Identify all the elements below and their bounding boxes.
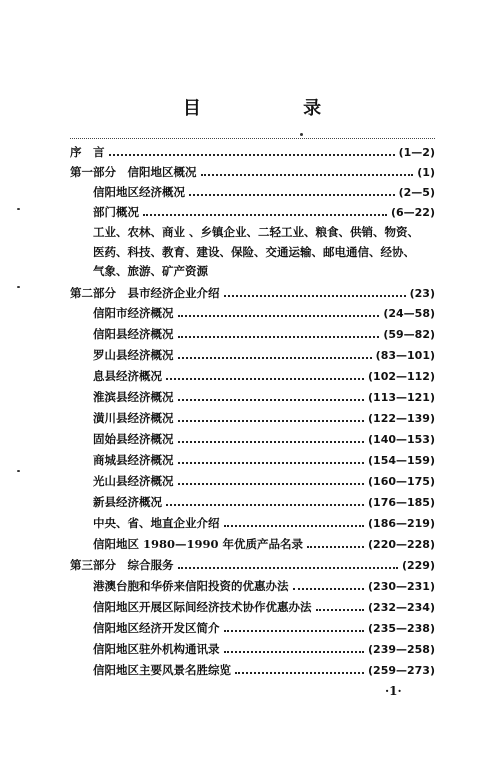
toc-entry-label: 信阳地区经济概况 <box>93 185 185 199</box>
toc-entry-label: 第二部分 县市经济企业介绍 <box>70 286 220 300</box>
dot-leader <box>316 609 365 611</box>
toc-entry-pages: (229) <box>401 558 435 572</box>
toc-entry-label: 息县经济概况 <box>93 369 162 383</box>
toc-entry-label: 固始县经济概况 <box>93 432 174 446</box>
dot-leader <box>178 420 365 422</box>
toc-entry-label: 商城县经济概况 <box>93 453 174 467</box>
toc-entry-pages: (160—175) <box>368 474 435 488</box>
dot-leader <box>178 399 365 401</box>
toc-entry-pages: (259—273) <box>368 663 435 677</box>
toc-entry-pages: (230—231) <box>368 579 435 593</box>
dot-leader <box>189 194 395 196</box>
toc-entry-label: 部门概况 <box>93 205 139 219</box>
toc-entry-preface <box>70 143 435 161</box>
toc-entry <box>93 451 435 469</box>
toc-entry <box>93 325 435 343</box>
toc-entry-pages: (239—258) <box>368 642 435 656</box>
toc-entry-pages: (122—139) <box>368 411 435 425</box>
toc-section-2 <box>70 284 435 302</box>
toc-entry <box>93 183 435 201</box>
dot-leader <box>109 154 395 156</box>
dot-leader <box>224 525 365 527</box>
scan-speck <box>17 208 20 210</box>
dot-leader <box>224 651 365 653</box>
toc-entry-label: 潢川县经济概况 <box>93 411 174 425</box>
dot-leader <box>143 214 387 216</box>
toc-entry-pages: (24—58) <box>383 306 435 320</box>
toc-entry-pages: (176—185) <box>368 495 435 509</box>
toc-entry-pages: (113—121) <box>368 390 435 404</box>
toc-entry-label: 信阳地区 1980—1990 年优质产品名录 <box>93 537 304 551</box>
toc-entry-label: 序 言 <box>70 145 105 159</box>
toc-entry-pages: (102—112) <box>368 369 435 383</box>
scan-speck <box>300 133 303 136</box>
dot-leader <box>178 462 365 464</box>
toc-entry-pages: (232—234) <box>368 600 435 614</box>
toc-entry-label: 信阳地区驻外机构通讯录 <box>93 642 220 656</box>
toc-entry-pages: (23) <box>409 286 435 300</box>
toc-entry <box>93 367 435 385</box>
dot-leader <box>178 441 365 443</box>
toc-entry-label: 信阳市经济概况 <box>93 306 174 320</box>
toc-entry <box>93 619 435 637</box>
toc-entry-label: 港澳台胞和华侨来信阳投资的优惠办法 <box>93 579 289 593</box>
toc-entry-label: 信阳地区主要风景名胜综览 <box>93 663 231 677</box>
dot-leader <box>178 567 398 569</box>
toc-entry-label: 罗山县经济概况 <box>93 348 174 362</box>
toc-entry <box>93 661 435 679</box>
toc-section-3 <box>70 556 435 574</box>
toc-entry <box>93 409 435 427</box>
toc-entry <box>93 640 435 658</box>
toc-entry-label: 新县经济概况 <box>93 495 162 509</box>
page-number: ·1· <box>385 684 402 698</box>
toc-entry-pages: (154—159) <box>368 453 435 467</box>
toc-entry <box>93 577 435 595</box>
page-title: 目 录 <box>182 98 370 119</box>
toc-entry-label: 信阳地区经济开发区简介 <box>93 621 220 635</box>
toc-entry-pages: (140—153) <box>368 432 435 446</box>
toc-entry <box>93 514 435 532</box>
departments-list: 工业、农林、商业 、乡镇企业、二轻工业、粮食、供销、物资、医药、科技、教育、建设、保险、交通运输、邮电通信、经协、气象、旅游、矿产资源 <box>93 225 420 278</box>
toc-section-1 <box>70 163 435 181</box>
toc-entry-pages: (220—228) <box>368 537 435 551</box>
dot-leader <box>178 315 380 317</box>
dot-leader <box>235 672 364 674</box>
toc-entry-label: 淮滨县经济概况 <box>93 390 174 404</box>
dot-leader <box>178 357 372 359</box>
dot-leader <box>178 483 365 485</box>
toc-entry <box>93 598 435 616</box>
toc-entry-pages: (6—22) <box>390 205 435 219</box>
dot-leader <box>307 546 364 548</box>
dot-leader <box>166 378 364 380</box>
toc-entry <box>93 203 435 221</box>
dot-leader <box>224 295 406 297</box>
toc-entry <box>93 304 435 322</box>
toc-entry <box>93 535 435 553</box>
dot-leader <box>224 630 365 632</box>
toc-entry-pages: (186—219) <box>368 516 435 530</box>
toc-entry-label: 第三部分 综合服务 <box>70 558 174 572</box>
scan-speck <box>17 470 20 472</box>
toc-entry-pages: (235—238) <box>368 621 435 635</box>
toc-entry <box>93 472 435 490</box>
dot-leader <box>178 336 380 338</box>
dot-leader <box>166 504 364 506</box>
toc-entry-pages: (83—101) <box>375 348 435 362</box>
toc-entry-pages: (1—2) <box>398 145 435 159</box>
dot-leader <box>293 588 365 590</box>
toc-entry-label: 信阳县经济概况 <box>93 327 174 341</box>
toc-entry <box>93 388 435 406</box>
dot-leader <box>201 174 414 176</box>
scan-speck <box>17 286 20 288</box>
toc-entry <box>93 493 435 511</box>
toc-entry-pages: (59—82) <box>383 327 435 341</box>
toc-entry-pages: (2—5) <box>398 185 435 199</box>
toc-entry-label: 第一部分 信阳地区概况 <box>70 165 197 179</box>
header-divider <box>70 138 435 139</box>
toc-entry <box>93 346 435 364</box>
toc-entry-label: 光山县经济概况 <box>93 474 174 488</box>
toc-entry-label: 中央、省、地直企业介绍 <box>93 516 220 530</box>
toc-entry-pages: (1) <box>417 165 435 179</box>
toc-entry <box>93 430 435 448</box>
toc-entry-label: 信阳地区开展区际间经济技术协作优惠办法 <box>93 600 312 614</box>
